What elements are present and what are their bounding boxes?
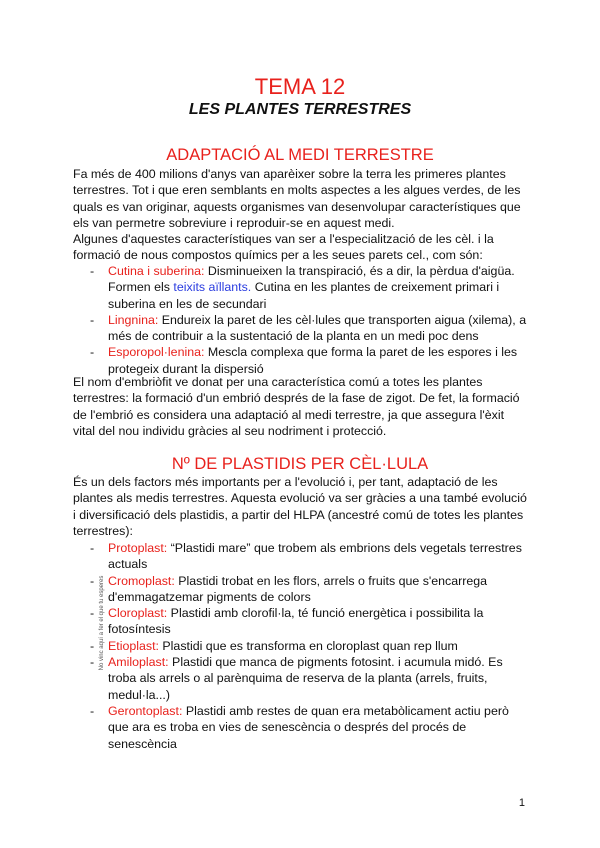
paragraph: Fa més de 400 milions d'anys van aparèixer sobre la terra les primeres plantes terrestres. Tot i que eren semblants en molts aspectes a les algues verdes, de les quals es van originar, aquests organismes van desenvolupar característiques que els van permetre sobreviure i reproduir-se en aquest medi. [73,167,521,230]
margin-note: No vinc aquí a fer el que tu esperes [99,575,105,671]
plastids-list [90,540,530,752]
list-item-text: Endureix la paret de les cèl·lules que transporten aigua (xilema), a més de contribuir a la sustentació de la planta en un medi poc dens [108,312,527,344]
list-item-term: Amiloplast: [108,655,169,670]
list-item-text: Plastidi que manca de pigments fotosint. i acumula midó. Es troba als arrels o al parènquima de reserva de la planta (arrels, fruits, medul·la...) [108,655,503,702]
compounds-list [90,263,530,377]
list-item-term: Etioplast: [108,638,159,653]
list-item [90,654,530,703]
list-item-highlight: teixits aïllants. [173,280,252,295]
list-item-text: Plastidi amb clorofil·la, té funció energètica i possibilita la fotosíntesis [108,606,484,637]
list-item-text: Mescla complexa que forma la paret de les espores i les protegeix durant la dispersió [108,345,518,376]
list-item [90,638,530,654]
paragraph: El nom d'embriòfit ve donat per una característica comú a totes les plantes terrestres: la formació d'un embrió després de la fase de zigot. De fet, la formació de l'embrió es considera una adaptació al medi terrestre, ja que assegura l'èxit vital del nou individu gràcies al seu nodriment i protecció. [73,375,520,438]
list-item-term: Cromoplast: [108,573,175,588]
list-item-text: Plastidi que es transforma en cloroplast quan rep llum [158,638,458,653]
paragraph: És un dels factors més importants per a l'evolució i, per tant, adaptació de les plantes als medis terrestres. Aquesta evolució va ser gràcies a una també evolució i diversificació dels plastidis, a partir del HLPA (ancestré comú de totes les plantes terrestres): [73,475,527,538]
list-item [90,540,530,573]
list-item-text: Cutina en les plantes de creixement primari i suberina en les de secundari [108,280,500,311]
page-number: 1 [518,797,525,809]
list-item [90,312,530,345]
list-item-text: Plastidi trobat en les flors, arrels o fruits que s'encarrega d'emmagatzemar pigments de colors [108,573,488,604]
list-item-text: Plastidi amb restes de quan era metabòlicament actiu però que ara es troba en vies de senescència o després del procés de senescència [108,703,509,751]
list-item [90,573,530,606]
list-item [90,605,530,638]
list-item [90,344,530,377]
page-title: TEMA 12 [254,74,346,99]
list-item [90,703,530,752]
section-heading-adaptacio: ADAPTACIÓ AL MEDI TERRESTRE [166,146,434,164]
list-item-term: Cloroplast: [108,606,168,621]
paragraph: Algunes d'aquestes característiques van ser a l'especialització de les cèl. i la formació de nous compostos químics per a les seues parets cel., com són: [73,232,494,263]
list-item-term: Cutina i suberina: [108,264,205,278]
list-item-term: Protoplast: [108,541,168,555]
page-subtitle: LES PLANTES TERRESTRES [188,101,412,118]
list-item [90,263,530,312]
list-item-text: “Plastidi mare” que trobem als embrions dels vegetals terrestres actuals [108,541,522,572]
list-item-term: Gerontoplast: [108,703,183,718]
list-item-term: Lingnina: [108,312,159,327]
section-heading-plastidis: Nº DE PLASTIDIS PER CÈL·LULA [171,455,429,473]
list-item-text: Disminueixen la transpiració, és a dir, la pèrdua d'aigüa. Formen els [108,264,515,295]
list-item-term: Esporopol·lenina: [108,345,205,360]
